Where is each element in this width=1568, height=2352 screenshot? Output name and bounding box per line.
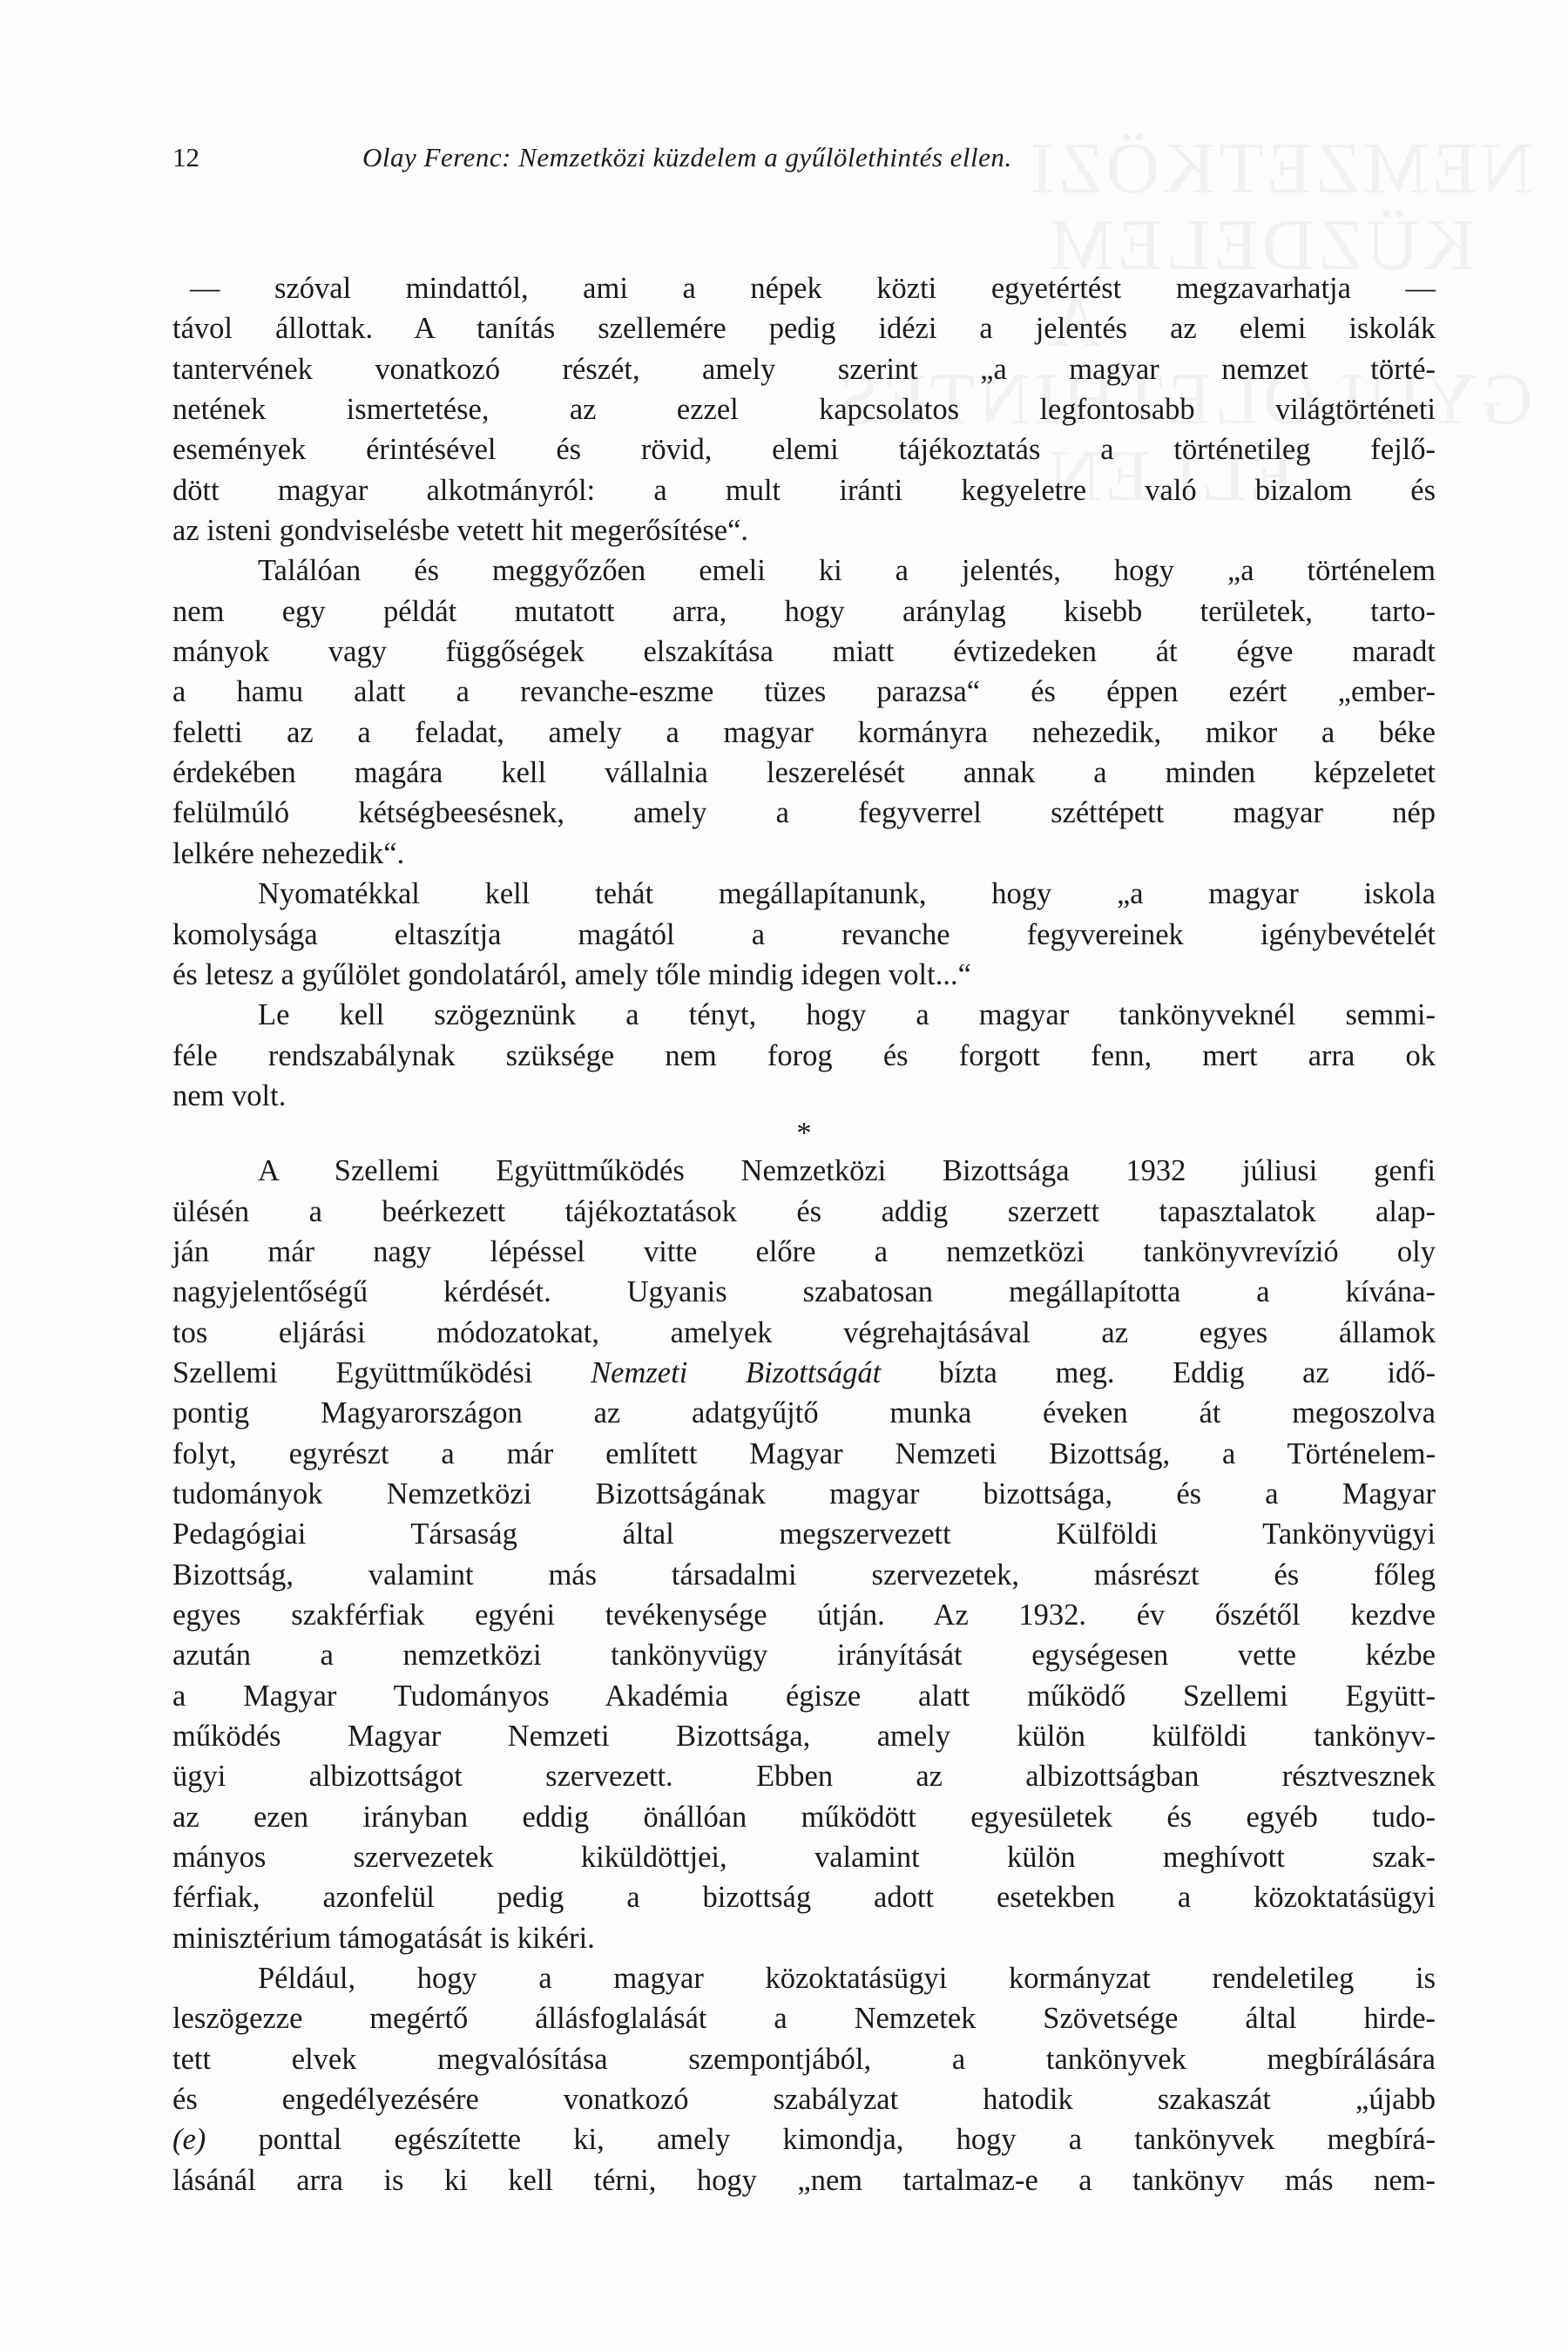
paragraph-start: Találóan és meggyőzően emeli ki a jelentés, hogy „a történelem [258,554,1436,588]
text-line: férfiak, azonfelül pedig a bizottság adott esetekben a közoktatásügyi [172,1881,1436,1915]
text-line: tos eljárási módozatokat, amelyek végrehajtásával az egyes államok [172,1315,1436,1349]
text-line: egyes szakférfiak egyéni tevékenysége útján. Az 1932. év őszétől kezdve [172,1598,1436,1632]
text-line: dött magyar alkotmányról: a mult iránti kegyeletre való bizalom és [172,473,1436,507]
page-header [172,142,1453,186]
text-line: Bizottság, valamint más társadalmi szervezetek, másrészt és főleg [172,1558,1436,1592]
text-line: pontig Magyarországon az adatgyűjtő munka éveken át megoszolva [172,1396,1436,1430]
text-line: tett elvek megvalósítása szempontjából, a tankönyvek megbírálására [172,2042,1436,2076]
text-line: netének ismertetése, az ezzel kapcsolatos legfontosabb világtörténeti [172,393,1436,427]
section-separator-asterisk: * [796,1117,812,1151]
text-line [172,1353,1436,1393]
text-line: események érintésével és rövid, elemi tájékoztatás a történetileg fejlő- [172,433,1436,467]
body-text [172,268,1436,2200]
text-segment: bízta meg. Eddig az idő- [938,1355,1436,1389]
text-line: nem volt. [172,1078,287,1112]
text-line: az isteni gondviselésbe vetett hit megerősítése“. [172,514,749,548]
text-line: az ezen irányban eddig önállóan működött egyesületek és egyéb tudo- [172,1800,1436,1834]
text-line: Pedagógiai Társaság által megszervezett Külföldi Tankönyvügyi [172,1517,1436,1551]
text-line: minisztérium támogatását is kikéri. [172,1921,595,1955]
text-line: felülmúló kétségbeesésnek, amely a fegyverrel széttépett magyar nép [172,796,1436,830]
text-line: azután a nemzetközi tankönyvügy irányítását egységesen vette kézbe [172,1639,1436,1673]
text-line: mányos szervezetek kiküldöttjei, valamint külön meghívott szak- [172,1841,1436,1875]
text-line: lelkére nehezedik“. [172,836,405,870]
text-line: folyt, egyrészt a már említett Magyar Nemzeti Bizottság, a Történelem- [172,1436,1436,1470]
text-line [172,2119,1436,2159]
text-line: lásánál arra is ki kell térni, hogy „nem tartalmaz-e a tankönyv más nem- [172,2163,1436,2197]
paragraph-start: Nyomatékkal kell tehát megállapítanunk, hogy „a magyar iskola [258,877,1436,911]
text-segment: ponttal egészítette ki, amely kimondja, hogy a tankönyvek megbírá- [258,2123,1436,2157]
text-segment: Szellemi Együttműködési [172,1355,533,1389]
text-line: mányok vagy függőségek elszakítása miatt évtizedeken át égve maradt [172,635,1436,669]
italic-emphasis: Nemzeti Bizottságát [591,1355,882,1389]
text-line: és engedélyezésére vonatkozó szabályzat hatodik szakaszát „újabb [172,2083,1436,2117]
text-line: ján már nagy lépéssel vitte előre a nemzetközi tankönyvrevízió oly [172,1234,1436,1268]
paragraph-start: Le kell szögeznünk a tényt, hogy a magyar tankönyveknél semmi- [258,998,1436,1032]
text-line: tantervének vonatkozó részét, amely szerint „a magyar nemzet törté- [172,352,1436,386]
text-line: ülésén a beérkezett tájékoztatások és addig szerzett tapasztalatok alap- [172,1194,1436,1228]
text-line: nem egy példát mutatott arra, hogy aránylag kisebb területek, tarto- [172,594,1436,628]
text-line: féle rendszabálynak szüksége nem forog és forgott fenn, mert arra ok [172,1038,1436,1072]
text-line: nagyjelentőségű kérdését. Ugyanis szabatosan megállapította a kívána- [172,1275,1436,1309]
page-number: 12 [172,142,199,172]
text-line: és letesz a gyűlölet gondolatáról, amely tőle mindig idegen volt...“ [172,957,971,991]
italic-emphasis: (e) [172,2123,206,2157]
text-line: ügyi albizottságot szervezett. Ebben az albizottságban résztvesznek [172,1760,1436,1794]
text-line: működés Magyar Nemzeti Bizottsága, amely külön külföldi tankönyv- [172,1720,1436,1754]
text-line: tudományok Nemzetközi Bizottságának magyar bizottsága, és a Magyar [172,1477,1436,1511]
text-line: komolysága eltaszítja magától a revanche fegyvereinek igénybevételét [172,917,1436,951]
text-line: leszögezze megértő állásfoglalását a Nemzetek Szövetsége által hirde- [172,2002,1436,2036]
text-line: távol állottak. A tanítás szellemére pedig idézi a jelentés az elemi iskolák [172,312,1436,346]
paragraph-start: Például, hogy a magyar közoktatásügyi kormányzat rendeletileg is [258,1962,1436,1996]
running-head: Olay Ferenc: Nemzetközi küzdelem a gyűlölethintés ellen. [362,142,1012,172]
text-line: a hamu alatt a revanche-eszme tüzes parazsa“ és éppen ezért „ember- [172,675,1436,709]
paragraph-start: A Szellemi Együttműködés Nemzetközi Bizottsága 1932 júliusi genfi [258,1154,1436,1188]
text-line: feletti az a feladat, amely a magyar kormányra nehezedik, mikor a béke [172,715,1436,749]
text-line: a Magyar Tudományos Akadémia égisze alatt működő Szellemi Együtt- [172,1679,1436,1713]
text-line: — szóval mindattól, ami a népek közti egyetértést megzavarhatja — [190,272,1436,305]
text-line: érdekében magára kell vállalnia leszerelését annak a minden képzeletet [172,756,1436,790]
